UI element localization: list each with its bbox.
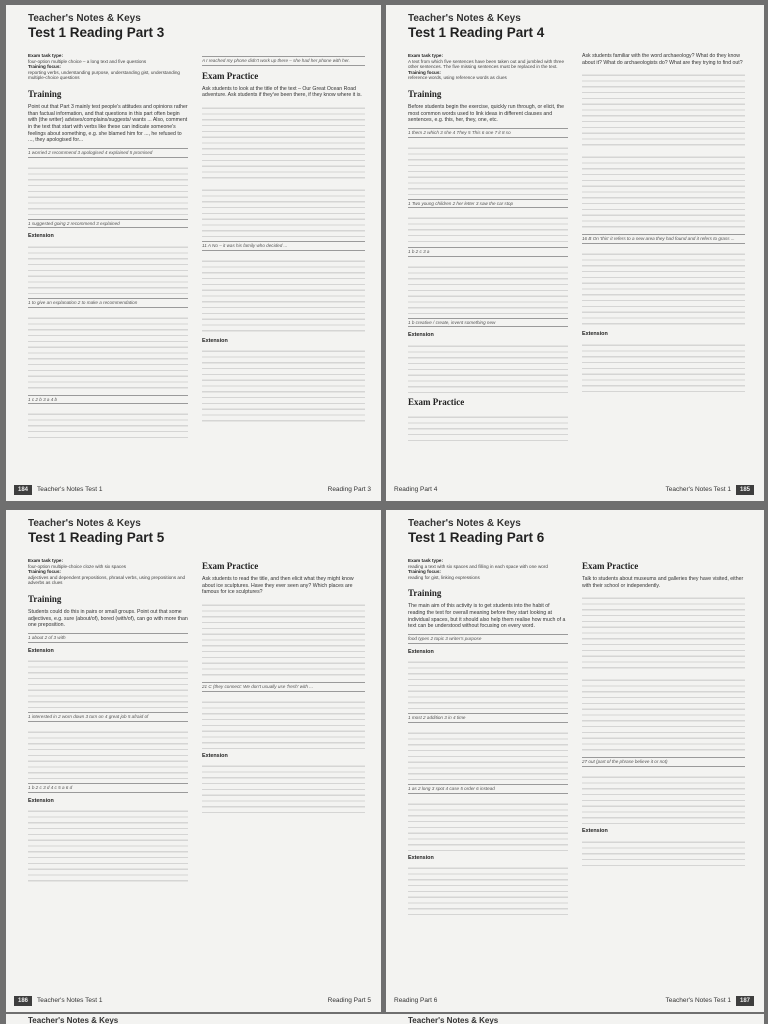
page-number: 185 bbox=[736, 485, 754, 495]
task-type-label: Exam task type: bbox=[408, 53, 443, 58]
task-type-label: Exam task type: bbox=[408, 558, 443, 563]
task-box bbox=[28, 558, 188, 586]
body-text bbox=[582, 70, 745, 148]
series-title: Teacher's Notes & Keys bbox=[408, 1016, 499, 1024]
focus-text: reading for gist, linking expressions bbox=[408, 574, 480, 580]
body-text bbox=[408, 799, 568, 851]
task-type: reading a text with six spaces and filling in each space with one word bbox=[408, 563, 548, 569]
body-text bbox=[28, 409, 188, 439]
left-column bbox=[28, 558, 188, 888]
extension-heading: Extension bbox=[582, 828, 608, 834]
page-footer bbox=[666, 485, 754, 495]
body-text bbox=[408, 213, 568, 243]
section-heading: Training bbox=[408, 88, 442, 99]
task-type: four-option multiple choice – a long text and five questions bbox=[28, 58, 147, 64]
section-heading: Training bbox=[408, 588, 442, 599]
series-title: Teacher's Notes & Keys bbox=[28, 518, 141, 529]
exam-paragraph: Ask students familiar with the word archaeology? What do they know about it? What do archaeologists do? What are they trying to find out? bbox=[582, 53, 743, 66]
extension-heading: Extension bbox=[582, 331, 608, 337]
body-text bbox=[408, 341, 568, 393]
focus-text: reference words, using reference words as clues bbox=[408, 75, 507, 81]
page-reading-part-6 bbox=[386, 510, 764, 1012]
page-number: 186 bbox=[14, 996, 32, 1006]
exam-paragraph: Ask students to look at the title of the text – Our Great Ocean Road adventure. Ask students if they've been there, if they know where it is. bbox=[202, 85, 362, 99]
footer-left-text: Reading Part 6 bbox=[394, 997, 438, 1004]
extension-heading: Extension bbox=[28, 647, 54, 654]
extension-heading: Extension bbox=[408, 648, 434, 655]
next-pages-strip bbox=[6, 1014, 764, 1024]
footer-right-text: Teacher's Notes Test 1 bbox=[665, 997, 731, 1004]
footer-right-text: Reading Part 5 bbox=[327, 997, 371, 1004]
training-paragraph: Before students begin the exercise, quickly run through, or elicit, the most common words used to link ideas in different clauses and sentences, e.g. this, her, they, one, etc. bbox=[408, 103, 564, 124]
page-title: Test 1 Reading Part 5 bbox=[28, 530, 165, 545]
body-text bbox=[408, 262, 568, 314]
series-title: Teacher's Notes & Keys bbox=[408, 13, 521, 24]
body-text bbox=[582, 340, 745, 392]
body-text bbox=[28, 242, 188, 294]
extension-heading: Extension bbox=[202, 752, 228, 759]
right-column bbox=[202, 558, 365, 817]
body-text bbox=[202, 697, 365, 749]
answer-key: 1 Two young children 2 her letter 3 saw the car stop bbox=[408, 199, 568, 209]
left-column bbox=[408, 53, 568, 446]
answer-key: 1 them 2 which 3 she 4 They 5 This 6 one 7 it 8 so bbox=[408, 128, 568, 138]
page-footer bbox=[14, 485, 102, 495]
page-title: Test 1 Reading Part 3 bbox=[28, 25, 165, 40]
answer-key: 1 suggested going 2 recommend 3 explained bbox=[28, 219, 188, 229]
body-text bbox=[582, 675, 745, 753]
right-column bbox=[202, 53, 365, 428]
footer-left-text: Teacher's Notes Test 1 bbox=[37, 997, 103, 1004]
task-box bbox=[408, 558, 568, 580]
body-text bbox=[202, 185, 365, 237]
page-header bbox=[408, 13, 544, 40]
body-text bbox=[582, 152, 745, 230]
focus-label: Training focus: bbox=[28, 569, 61, 575]
extension-heading: Extension bbox=[408, 854, 434, 861]
body-text bbox=[28, 163, 188, 215]
task-box bbox=[28, 53, 188, 81]
extension-heading: Extension bbox=[408, 332, 434, 339]
answer-key: 1 to give an explanation 2 to make a recommendation bbox=[28, 298, 188, 308]
body-text bbox=[408, 657, 568, 709]
task-type-label: Exam task type: bbox=[28, 558, 63, 563]
body-text bbox=[582, 772, 745, 824]
footer-right-text: Reading Part 3 bbox=[327, 486, 371, 493]
focus-label: Training focus: bbox=[28, 64, 61, 70]
extension-heading: Extension bbox=[28, 233, 54, 240]
section-heading: Exam Practice bbox=[202, 561, 259, 571]
task-type-label: Exam task type: bbox=[28, 53, 63, 58]
focus-label: Training focus: bbox=[408, 569, 441, 575]
task-box bbox=[408, 53, 568, 81]
answer-key: food types 2 topic 3 writer's purpose bbox=[408, 634, 568, 644]
training-paragraph: Students could do this in pairs or small groups. Point out that some adjectives, e.g. sure (about/of), bored (with/of), can go with more than one preposition. bbox=[28, 608, 188, 629]
answer-key: 1 c 2 b 3 a 4 b bbox=[28, 395, 188, 405]
page-header bbox=[28, 518, 164, 545]
body-text bbox=[582, 249, 745, 327]
body-text bbox=[582, 593, 745, 671]
page-number: 187 bbox=[736, 996, 754, 1006]
answer-key: 1 b creative / create, invent something new bbox=[408, 318, 568, 328]
exam-paragraph: Ask students to read the title, and then elicit what they might know about ice sculptures. Have they ever seen any? Which places are famous for ice sculptures? bbox=[202, 576, 354, 596]
page-header bbox=[28, 13, 164, 40]
body-text bbox=[408, 412, 568, 442]
body-text bbox=[408, 143, 568, 195]
answer-key: 1 as 2 long 3 spot 4 case 5 order 6 instead bbox=[408, 784, 568, 794]
page-footer bbox=[666, 996, 754, 1006]
exam-paragraph: Talk to students about museums and galleries they have visited, either with their school or independently. bbox=[582, 576, 744, 589]
answer-key: 11 A No – it was his family who decided ... bbox=[202, 241, 365, 251]
answer-key: 1 interested in 2 worn down 3 turn on 4 great job 5 afraid of bbox=[28, 712, 188, 722]
answer-key: 27 out (part of the phrase believe it or not) bbox=[582, 757, 745, 767]
answer-key: A I reached my phone didn't work up there – she had her phone with her. bbox=[202, 56, 365, 66]
footer-left-text: Reading Part 4 bbox=[394, 486, 438, 493]
body-text bbox=[202, 600, 365, 678]
left-column bbox=[408, 558, 568, 919]
focus-text: reporting verbs, understanding purpose, understanding gist, understanding multiple-choice questions bbox=[28, 69, 180, 81]
page-number: 184 bbox=[14, 485, 32, 495]
footer-left-text: Teacher's Notes Test 1 bbox=[37, 486, 103, 493]
page-header bbox=[408, 518, 544, 545]
right-column bbox=[582, 53, 745, 396]
series-title: Teacher's Notes & Keys bbox=[408, 518, 521, 529]
answer-key: 16 B On 'this' it refers to a new area they had found and it refers to grass ... bbox=[582, 234, 745, 244]
answer-key: 1 about 2 of 3 with bbox=[28, 633, 188, 643]
training-paragraph: Point out that Part 3 mainly test people's attitudes and opinions rather than factual information, and that questions in this part often begin with (the writer) advises/complains/suggests/ wants ... Also, comment in the text that start with verbs like these can indicate someone's feelings about something, e.g. she blamed him for ..., he refused to ..., they apologised for... bbox=[28, 103, 188, 144]
body-text bbox=[202, 346, 365, 424]
extension-heading: Extension bbox=[202, 337, 228, 344]
answer-key: 1 b 2 c 3 a bbox=[408, 247, 568, 257]
body-text bbox=[202, 103, 365, 181]
answer-key: 1 worried 2 recommend 3 apologised 4 explained 5 promised bbox=[28, 148, 188, 158]
page-title: Test 1 Reading Part 6 bbox=[408, 530, 545, 545]
page-reading-part-3 bbox=[6, 5, 381, 501]
series-title: Teacher's Notes & Keys bbox=[28, 13, 141, 24]
focus-text: adjectives and dependent prepositions, phrasal verbs, using prepositions and adverbs as clues bbox=[28, 574, 186, 586]
focus-label: Training focus: bbox=[408, 69, 441, 75]
section-heading: Training bbox=[28, 593, 62, 604]
right-column bbox=[582, 558, 745, 871]
body-text bbox=[28, 727, 188, 779]
body-text bbox=[28, 806, 188, 884]
section-heading: Exam Practice bbox=[582, 561, 639, 571]
section-heading: Exam Practice bbox=[202, 70, 259, 81]
extension-heading: Extension bbox=[28, 797, 54, 804]
body-text bbox=[408, 728, 568, 780]
answer-key: 1 most 2 addition 3 in 4 time bbox=[408, 713, 568, 723]
body-text bbox=[408, 863, 568, 915]
series-title: Teacher's Notes & Keys bbox=[28, 1016, 119, 1024]
left-column bbox=[28, 53, 188, 443]
footer-right-text: Teacher's Notes Test 1 bbox=[665, 486, 731, 493]
body-text bbox=[28, 656, 188, 708]
page-reading-part-5 bbox=[6, 510, 381, 1012]
task-type: A text from which five sentences have been taken out and jumbled with three other sentences. The five missing sentences must be replaced in the text. bbox=[408, 58, 565, 70]
body-text bbox=[202, 256, 365, 334]
answer-key: 21 C (they connect: We don't usually use 'fresh' with ... bbox=[202, 682, 365, 692]
training-paragraph: The main aim of this activity is to get students into the habit of reading the text for overall meaning before they start looking at individual spaces, but it should also help them realise how much of a text can be understood without focusing on every word. bbox=[408, 603, 566, 630]
page-title: Test 1 Reading Part 4 bbox=[408, 25, 545, 40]
section-heading: Training bbox=[28, 88, 62, 99]
body-text bbox=[582, 837, 745, 867]
answer-key: 1 b 2 c 3 d 4 c 5 a 6 d bbox=[28, 783, 188, 793]
section-heading: Exam Practice bbox=[408, 397, 465, 408]
task-type: four-option multiple-choice cloze with six spaces bbox=[28, 563, 127, 569]
page-footer bbox=[14, 996, 102, 1006]
body-text bbox=[28, 313, 188, 391]
body-text bbox=[202, 761, 365, 813]
page-reading-part-4 bbox=[386, 5, 764, 501]
